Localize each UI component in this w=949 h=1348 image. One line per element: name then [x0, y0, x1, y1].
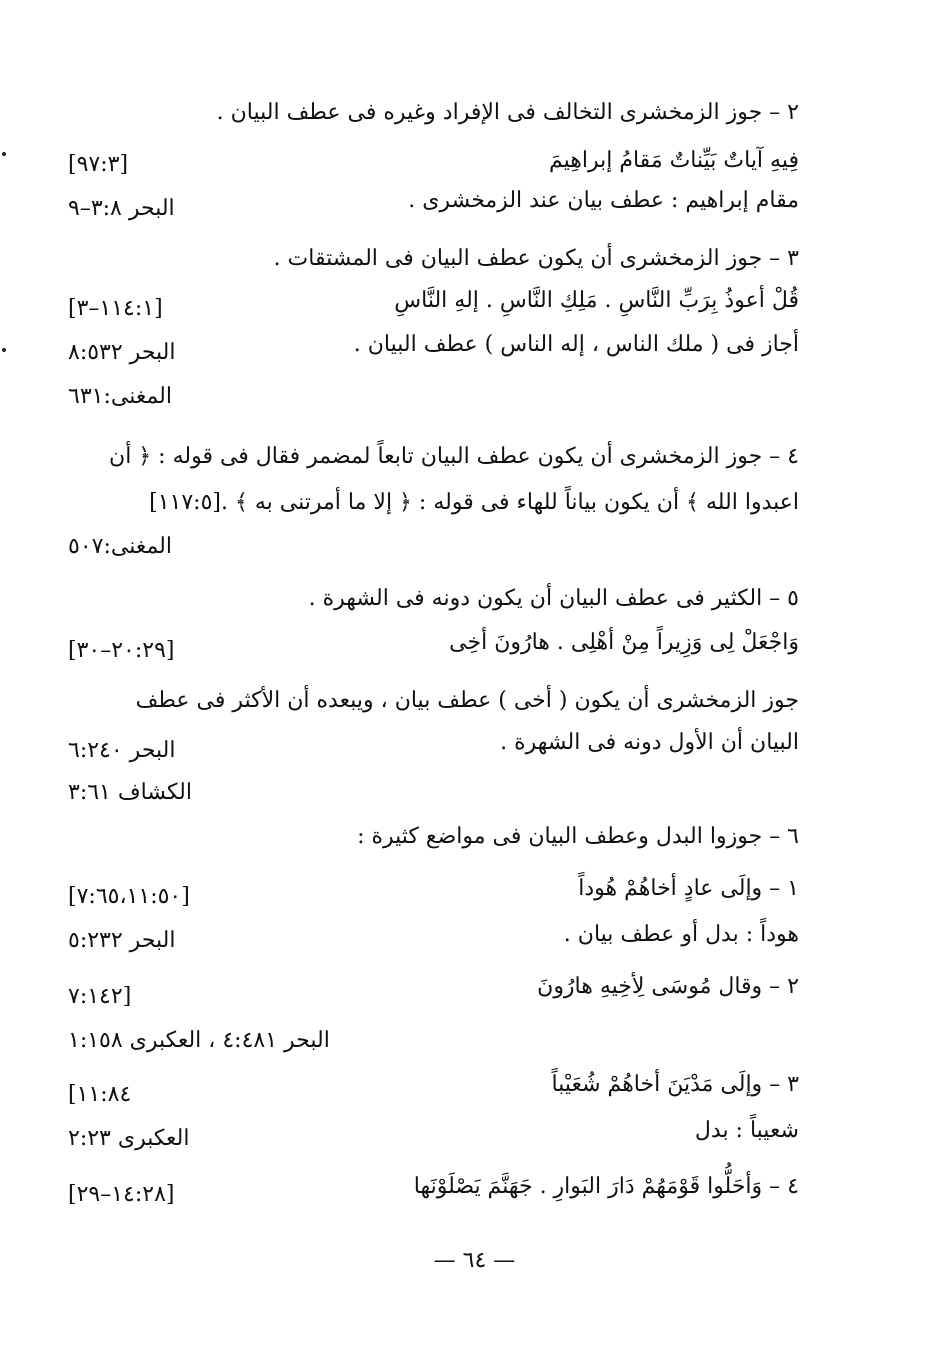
text-line: مقام إبراهيم : عطف بيان عند الزمخشرى .	[408, 188, 799, 213]
reference-line: ٧:١٤٢]	[68, 984, 132, 1009]
text-line: ٤ – وَأحَلُّوا قَوْمَهُمْ دَارَ البَوارِ . جَهَنَّمَ يَصْلَوْنَها	[413, 1174, 799, 1199]
reference-line: البحر ٥:٢٣٢	[68, 928, 176, 953]
reference-line: البحر ٨:٥٣٢	[68, 340, 176, 365]
reference-line: البحر ٣:٨–٩	[68, 196, 175, 221]
text-line: ٤ – جوز الزمخشرى أن يكون عطف البيان تابعاً لمضمر فقال فى قوله : ﴿ أن	[109, 444, 799, 469]
text-line: ٥ – الكثير فى عطف البيان أن يكون دونه فى الشهرة .	[308, 586, 799, 611]
reference-line: المغنى:٥٠٧	[68, 534, 172, 559]
text-line: جوز الزمخشرى أن يكون ( أخى ) عطف بيان ، ويبعده أن الأكثر فى عطف	[135, 688, 799, 713]
text-line: ٦ – جوزوا البدل وعطف البيان فى مواضع كثيرة :	[357, 824, 799, 849]
text-line: ١ – وإلَى عادٍ أخاهُمْ هُوداً	[578, 876, 799, 901]
text-line: شعيباً : بدل	[694, 1118, 799, 1143]
reference-line: المغنى:٦٣١	[68, 384, 172, 409]
text-line: فِيهِ آياتٌ بَيِّناتٌ مَقامُ إبراهِيمَ	[549, 148, 799, 173]
reference-line: [١١:٨٤	[68, 1082, 132, 1107]
text-line: ٢ – جوز الزمخشرى التخالف فى الإفراد وغيره فى عطف البيان .	[216, 100, 799, 125]
text-line: أجاز فى ( ملك الناس ، إله الناس ) عطف البيان .	[353, 332, 799, 357]
text-line: هوداً : بدل أو عطف بيان .	[563, 922, 799, 947]
reference-line: [٧:٦٥،١١:٥٠]	[68, 884, 190, 909]
text-line: ٣ – وإلَى مَدْيَنَ أخاهُمْ شُعَيْباً	[551, 1072, 799, 1097]
reference-line: العكبرى ٢:٢٣	[68, 1126, 190, 1151]
reference-line: الكشاف ٣:٦١	[68, 780, 192, 805]
margin-mark	[2, 152, 6, 156]
text-line: قُلْ أعوذُ بِرَبِّ النَّاسِ . مَلِكِ النَّاسِ . إلهِ النَّاسِ	[394, 288, 799, 313]
text-line: اعبدوا الله ﴾ أن يكون بياناً للهاء فى قوله : ﴿ إلا ما أمرتنى به ﴾ .[١١٧:٥]	[149, 490, 799, 515]
page-number: — ٦٤ —	[433, 1248, 516, 1273]
reference-line: البحر ٦:٢٤٠	[68, 738, 176, 763]
text-line: ٣ – جوز الزمخشرى أن يكون عطف البيان فى المشتقات .	[273, 246, 799, 271]
reference-line: [١٤:٢٨–٢٩]	[68, 1182, 175, 1207]
reference-line: [٢٠:٢٩–٣٠]	[68, 638, 175, 663]
reference-line: البحر ٤:٤٨١ ، العكبرى ١:١٥٨	[68, 1028, 330, 1053]
margin-mark	[2, 348, 6, 352]
reference-line: [٩٧:٣]	[68, 152, 129, 177]
text-line: ٢ – وقال مُوسَى لِأخِيهِ هارُونَ	[537, 974, 799, 999]
text-line: وَاجْعَلْ لِى وَزِيراً مِنْ أهْلِى . هارُونَ أخِى	[449, 630, 799, 655]
text-line: البيان أن الأول دونه فى الشهرة .	[500, 730, 799, 755]
reference-line: [١١٤:١–٣]	[68, 296, 163, 321]
